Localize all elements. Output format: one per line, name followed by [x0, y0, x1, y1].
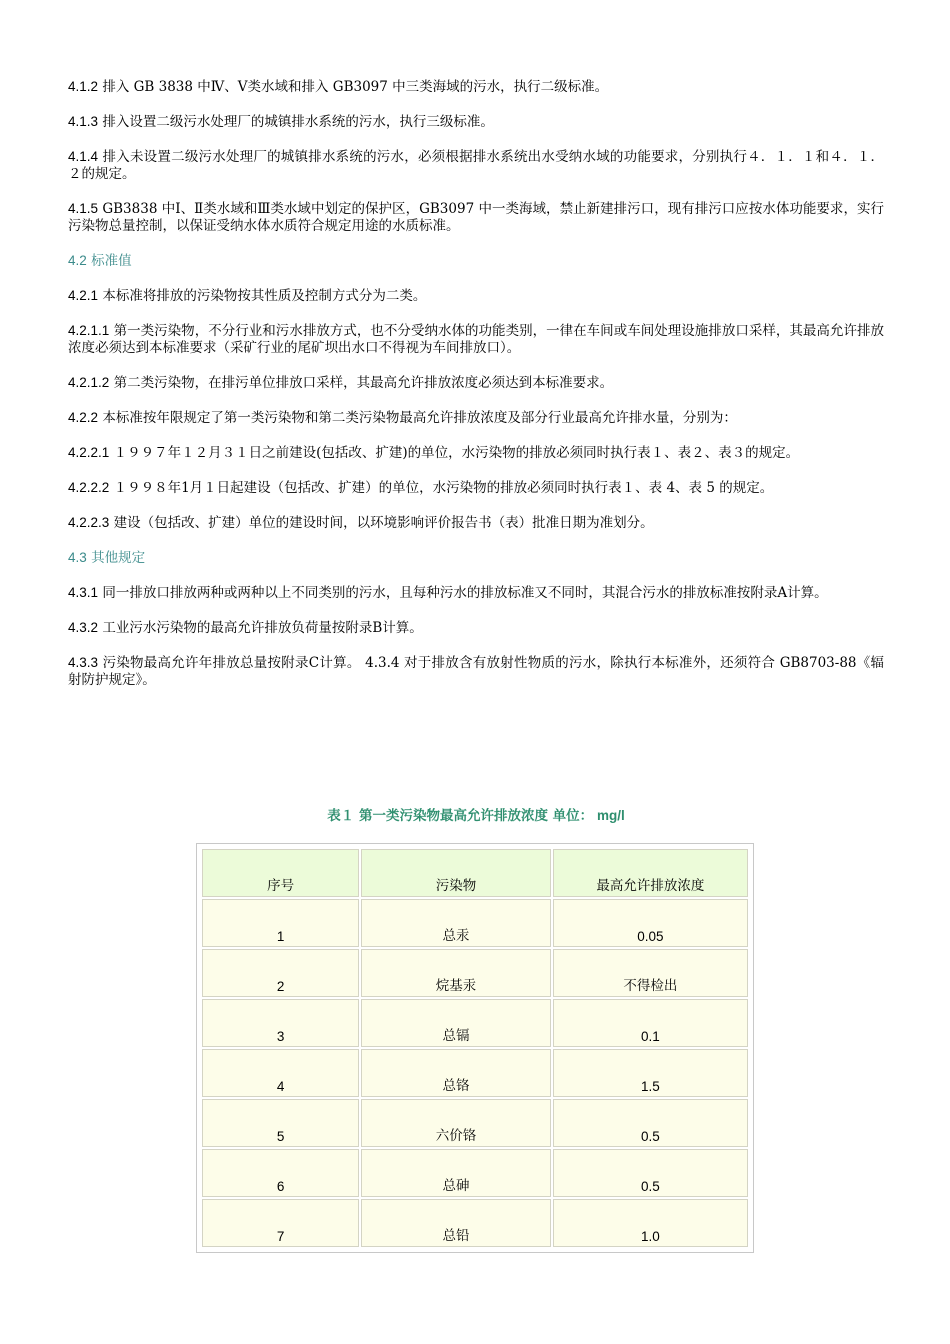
- cell-index: 6: [202, 1149, 359, 1197]
- cell-pollutant: 总汞: [361, 899, 551, 947]
- section-heading-4-3: 4.3 其他规定: [68, 550, 146, 566]
- cell-index: 4: [202, 1049, 359, 1097]
- cell-pollutant: 六价铬: [361, 1099, 551, 1147]
- cell-index: 7: [202, 1199, 359, 1247]
- table-row: [202, 1199, 748, 1247]
- paragraph-4-1-2: 4.1.2 排入 GB 3838 中Ⅳ、Ⅴ类水域和排入 GB3097 中三类海域的污水，执行二级标准。: [68, 79, 609, 95]
- paragraph-4-2-1: 4.2.1 本标准将排放的污染物按其性质及控制方式分为二类。: [68, 288, 427, 304]
- cell-index: 5: [202, 1099, 359, 1147]
- header-max-concentration: 最高允许排放浓度: [553, 849, 748, 897]
- cell-concentration: 0.5: [553, 1099, 748, 1147]
- table-row: [202, 949, 748, 997]
- paragraph-4-1-5: 4.1.5 GB3838 中Ⅰ、Ⅱ类水域和Ⅲ类水域中划定的保护区，GB3097 中一类海域，禁止新建排污口，现有排污口应按水体功能要求，实行污染物总量控制，以保证受纳水体水质符合规定用途的水质标准。: [68, 201, 884, 234]
- paragraph-4-2-2-3: 4.2.2.3 建设（包括改、扩建）单位的建设时间，以环境影响评价报告书（表）批准日期为准划分。: [68, 515, 654, 531]
- cell-concentration: 0.05: [553, 899, 748, 947]
- cell-concentration: 0.1: [553, 999, 748, 1047]
- header-pollutant: 污染物: [361, 849, 551, 897]
- paragraph-4-2-2: 4.2.2 本标准按年限规定了第一类污染物和第二类污染物最高允许排放浓度及部分行业最高允许排水量，分别为：: [68, 410, 737, 426]
- section-heading-4-2: 4.2 标准值: [68, 253, 132, 269]
- paragraph-4-2-1-1: 4.2.1.1 第一类污染物，不分行业和污水排放方式，也不分受纳水体的功能类别，一律在车间或车间处理设施排放口采样，其最高允许排放浓度必须达到本标准要求（采矿行业的尾矿坝出水口不得视为车间排放口）。: [68, 323, 884, 356]
- table-row: [202, 1049, 748, 1097]
- pollutant-table-container: [196, 843, 754, 1253]
- cell-index: 3: [202, 999, 359, 1047]
- paragraph-4-1-3: 4.1.3 排入设置二级污水处理厂的城镇排水系统的污水，执行三级标准。: [68, 114, 494, 130]
- document-body: [68, 78, 884, 706]
- cell-pollutant: 烷基汞: [361, 949, 551, 997]
- cell-pollutant: 总铬: [361, 1049, 551, 1097]
- cell-concentration: 不得检出: [553, 949, 748, 997]
- pollutant-table: [200, 847, 750, 1249]
- paragraph-4-3-1: 4.3.1 同一排放口排放两种或两种以上不同类别的污水，且每种污水的排放标准又不同时，其混合污水的排放标准按附录A计算。: [68, 585, 828, 601]
- cell-concentration: 1.5: [553, 1049, 748, 1097]
- header-index: 序号: [202, 849, 359, 897]
- cell-pollutant: 总铅: [361, 1199, 551, 1247]
- paragraph-4-3-2: 4.3.2 工业污水污染物的最高允许排放负荷量按附录B计算。: [68, 620, 423, 636]
- paragraph-4-2-1-2: 4.2.1.2 第二类污染物，在排污单位排放口采样，其最高允许排放浓度必须达到本标准要求。: [68, 375, 614, 391]
- table-row: [202, 1149, 748, 1197]
- table-header-row: [202, 849, 748, 897]
- paragraph-4-1-4: 4.1.4 排入未设置二级污水处理厂的城镇排水系统的污水，必须根据排水系统出水受纳水域的功能要求，分别执行４．１．１和４．１．２的规定。: [68, 149, 884, 182]
- cell-concentration: 1.0: [553, 1199, 748, 1247]
- cell-pollutant: 总砷: [361, 1149, 551, 1197]
- table-row: [202, 899, 748, 947]
- table-row: [202, 999, 748, 1047]
- cell-pollutant: 总镉: [361, 999, 551, 1047]
- cell-index: 2: [202, 949, 359, 997]
- paragraph-4-2-2-2: 4.2.2.2 １９９８年1月１日起建设（包括改、扩建）的单位，水污染物的排放必须同时执行表１、表 4、表 5 的规定。: [68, 480, 774, 496]
- cell-index: 1: [202, 899, 359, 947]
- cell-concentration: 0.5: [553, 1149, 748, 1197]
- table-row: [202, 1099, 748, 1147]
- paragraph-4-2-2-1: 4.2.2.1 １９９７年１２月３１日之前建设(包括改、扩建)的单位，水污染物的排放必须同时执行表１、表２、表３的规定。: [68, 445, 800, 461]
- paragraph-4-3-3: 4.3.3 污染物最高允许年排放总量按附录C计算。 4.3.4 对于排放含有放射性物质的污水，除执行本标准外，还须符合 GB8703-88《辐射防护规定》。: [68, 655, 884, 688]
- table-caption: 表１ 第一类污染物最高允许排放浓度 单位： mg/l: [327, 808, 625, 824]
